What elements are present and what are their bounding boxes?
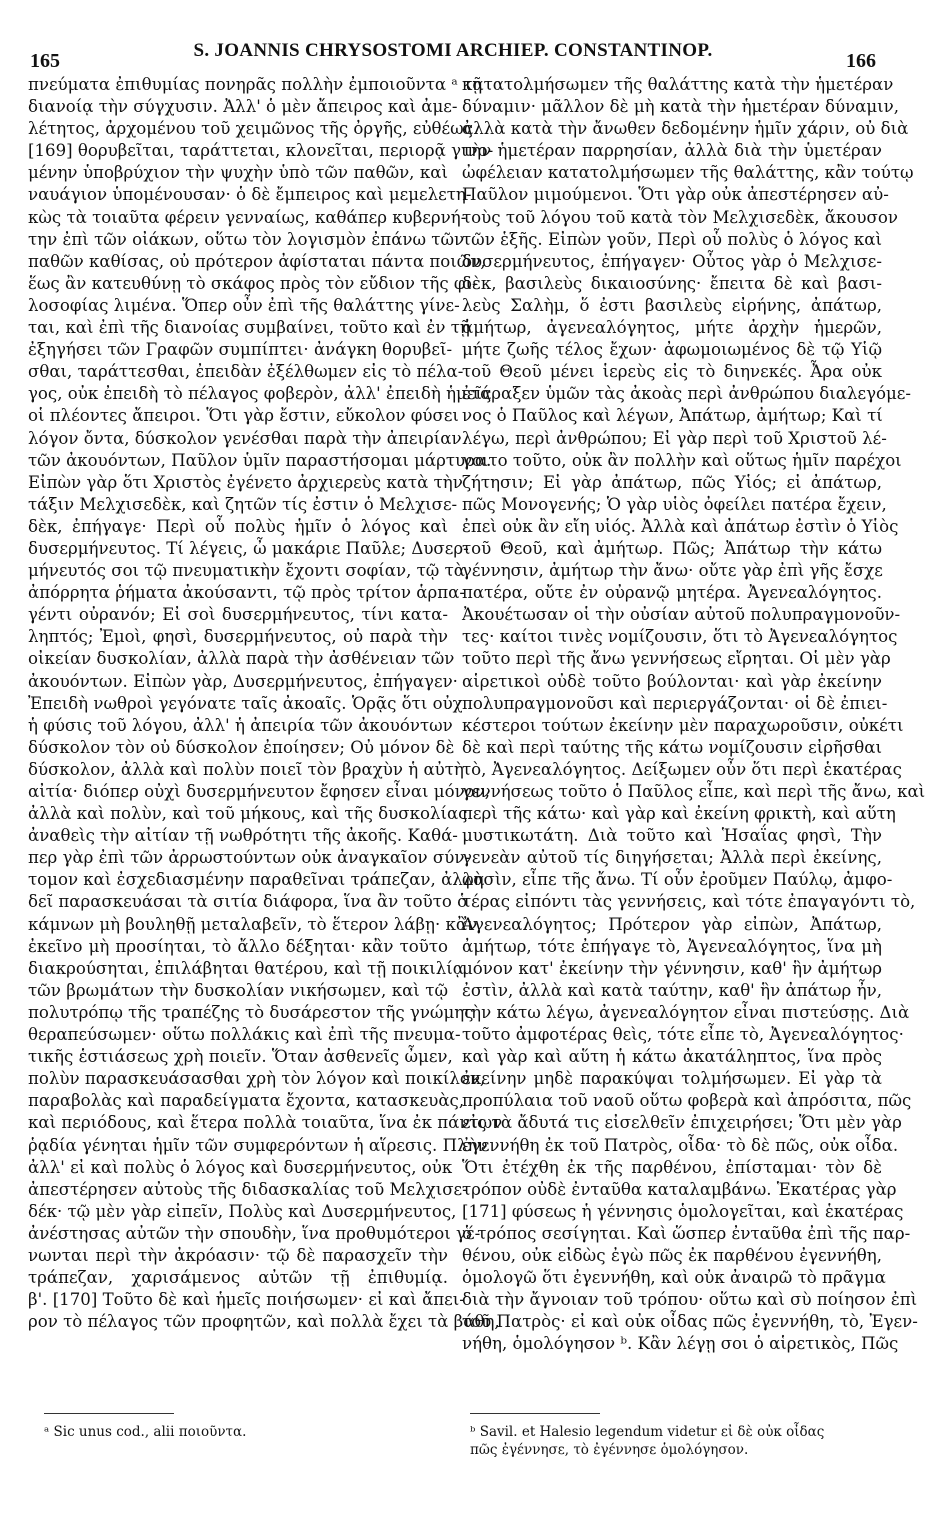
text-line: αἰτία· διόπερ οὐχὶ δυσερμήνευτον ἔφησεν εἶναι μόνον, [28, 782, 491, 801]
text-line: τῶν βρωμάτων τὴν δυσκολίαν νικήσωμεν, καὶ τῷ [28, 980, 448, 1000]
text-line: γοιτο τοῦτο, οὐκ ἂν πολλὴν καὶ οὕτως ἡμῖν παρέχοι [462, 450, 902, 470]
text-line: ῥᾳδία γένηται ἡμῖν τῶν συμφερόντων ἡ αἵρεσις. Πλὴν [28, 1135, 488, 1155]
text-line: δυσερμήνευτος. Τί λέγεις, ὦ μακάριε Παῦλε; Δυσερ- [28, 538, 469, 558]
text-line: ἀλλὰ κατὰ τὴν ἄνωθεν δεδομένην ἡμῖν χάριν, οὐ διὰ [462, 119, 909, 139]
text-line: ἐπεὶ οὐκ ἂν εἴη υἱός. Ἀλλὰ καὶ ἀπάτωρ ἐστὶν ὁ Υἱὸς [462, 516, 899, 536]
text-line: τικῆς ἑστιάσεως χρὴ ποιεῖν. Ὅταν ἀσθενεῖς ὦμεν, [28, 1047, 453, 1067]
text-line: την ἐπὶ τῶν οἰάκων, οὕτω τὸν λογισμὸν ἐπάνω τῶν [28, 229, 465, 249]
text-line: δύσκολον, ἀλλὰ καὶ πολὺν ποιεῖ τὸν βραχὺν ἡ αὐτὴ [28, 759, 464, 779]
text-line: ληπτός; Ἐμοὶ, φησὶ, δυσερμήνευτος, οὐ παρὰ τὴν [28, 627, 448, 647]
text-line: ται, καὶ ἐπὶ τῆς διανοίας συμβαίνει, τοῦτο καὶ ἐν τῇ [28, 318, 470, 338]
text-line: τομον καὶ ἐσχεδιασμένην παραθεῖναι τράπεζαν, ἀλλὰ [28, 870, 485, 890]
text-line: ἐκείνην μηδὲ παρακύψαι τολμήσωμεν. Εἰ γὰρ τὰ [462, 1069, 882, 1089]
text-line: λόγον ὄντα, δύσκολον γενέσθαι παρὰ τὴν ἀπειρίαν [28, 428, 462, 448]
text-line: τοῦτο ἀμφοτέρας θεὶς, τότε εἶπε τὸ, Ἀγενεαλόγητος· [462, 1025, 904, 1045]
text-line: κέστεροι τούτων ἐκείνην μὲν παραχωροῦσιν, οὐκέτι [462, 715, 904, 735]
text-line: αἱρετικοὶ οὐδὲ τοῦτο βούλονται· καὶ γὰρ ἐκείνην [462, 671, 882, 691]
text-line: ἀμήτωρ, ἀγενεαλόγητος, μήτε ἀρχὴν ἡμερῶν, [462, 318, 882, 338]
text-line: κατατολμήσωμεν τῆς θαλάττης κατὰ τὴν ἡμετέραν [462, 75, 894, 94]
text-line: ἡ φύσις τοῦ λόγου, ἀλλ' ἡ ἀπειρία τῶν ἀκουόντων [28, 715, 453, 735]
text-line: πνεύματα ἐπιθυμίας πονηρᾶς πολλὴν ἐμποιοῦντα ᵃ τῇ [28, 75, 483, 94]
right-column [462, 74, 925, 1355]
text-line: τοὺς τοῦ λόγου τοῦ κατὰ τὸν Μελχισεδὲκ, ἄκουσον [462, 207, 898, 227]
running-header [0, 38, 906, 74]
text-line: γέννησιν, ἀμήτωρ τὴν ἄνω· οὔτε γὰρ ἐπὶ γῆς ἔσχε [462, 561, 883, 581]
text-line: ἐστὶν, ἀλλὰ καὶ κατὰ ταύτην, καθ' ἣν ἀπάτωρ ἦν, [462, 980, 882, 1000]
text-line: οἰκείαν δυσκολίαν, ἀλλὰ παρὰ τὴν ἀσθένειαν τῶν [28, 649, 455, 669]
footnote-left [44, 1423, 444, 1441]
text-line: ἐκεῖνο μὴ προσίηται, τὸ ἄλλο δέξηται· κἂν τοῦτο [28, 936, 448, 956]
text-line: Παῦλον μιμούμενοι. Ὅτι γὰρ οὐκ ἀπεστέρησεν αὐ- [462, 185, 889, 205]
text-line: μήτε ζωῆς τέλος ἔχων· ἀφωμοιωμένος δὲ τῷ Υἱῷ [462, 340, 882, 360]
text-line: ἐξηγήσει τῶν Γραφῶν συμπίπτει· ἀνάγκη θορυβεῖ- [28, 340, 453, 360]
text-line: τὸ, Ἀγενεαλόγητος. Δείξωμεν οὖν ὅτι περὶ ἑκατέρας [462, 759, 902, 779]
text-line: φησὶν, εἶπε τῆς ἄνω. Τί οὖν ἐροῦμεν Παύλῳ, ἀμφο- [462, 870, 893, 890]
text-line: διανοίᾳ τὴν σύγχυσιν. Ἀλλ' ὁ μὲν ἄπειρος καὶ ἀμε- [28, 97, 458, 117]
text-line: δὲ καὶ περὶ ταύτης τῆς κάτω νομίζουσιν εἰρῆσθαι [462, 737, 882, 757]
text-line: ἀλλὰ καὶ πολὺν, καὶ τοῦ μήκους, καὶ τῆς δυσκολίας [28, 804, 468, 824]
text-line: [169] θορυβεῖται, ταράττεται, κλονεῖται, περιορᾷ γινο- [28, 141, 494, 161]
text-line: λεὺς Σαλὴμ, ὅ ἐστι βασιλεὺς εἰρήνης, ἀπάτωρ, [462, 295, 882, 315]
text-line: τὴν κάτω λέγω, ἀγενεαλόγητον εἶναι πιστεύσῃς. Διὰ [462, 1002, 910, 1022]
text-line: ἀναθεὶς τὴν αἰτίαν τῇ νωθρότητι τῆς ἀκοῆς. Καθά- [28, 826, 458, 846]
text-line: ἀκουόντων. Εἰπὼν γὰρ, Δυσερμήνευτος, ἐπήγαγεν· [28, 671, 458, 691]
text-line: ἀλλ' εἰ καὶ πολὺς ὁ λόγος καὶ δυσερμήνευτος, οὐκ [28, 1157, 453, 1177]
text-line: ἐγεννήθη ἐκ τοῦ Πατρὸς, οἶδα· τὸ δὲ πῶς, οὐκ οἶδα. [462, 1135, 899, 1155]
text-line: γενεὰν αὐτοῦ τίς διηγήσεται; Ἀλλὰ περὶ ἐκείνης, [462, 848, 882, 868]
text-line: ὁ τρόπος σεσίγηται. Καὶ ὥσπερ ἐνταῦθα ἐπὶ τῆς παρ- [462, 1223, 911, 1243]
text-line: τράπεζαν, χαρισάμενος αὐτῶν τῇ ἐπιθυμίᾳ. [28, 1268, 448, 1288]
text-line: πῶς ἐγέννησε, τὸ ἐγέννησε ὁμολόγησον. [470, 1442, 749, 1458]
text-line: δύσκολον τὸν οὐ δύσκολον ἐποίησεν; Οὐ μόνον δὲ [28, 737, 455, 757]
text-line: ἕως ἂν κατευθύνῃ τὸ σκάφος πρὸς τὸν εὔδιον τῆς φι- [28, 273, 478, 293]
text-line: περ γὰρ ἐπὶ τῶν ἀρρωστούντων οὐκ ἀναγκαῖον σύν- [28, 848, 471, 868]
text-line: ἀπόρρητα ῥήματα ἀκούσαντι, τῷ πρὸς τρίτον ἁρπα- [28, 583, 465, 603]
text-line: γος, οὐκ ἐπειδὴ τὸ πέλαγος φοβερὸν, ἀλλ' ἐπειδὴ ἡμεῖς [28, 384, 492, 404]
text-line: Ἀγενεαλόγητος; Πρότερον γὰρ εἰπὼν, Ἀπάτωρ, [462, 914, 882, 934]
text-line: τοῦ Θεοῦ μένει ἱερεὺς εἰς τὸ διηνεκές. Ἆρα οὐκ [462, 362, 882, 382]
text-line: Εἰπὼν γὰρ ὅτι Χριστὸς ἐγένετο ἀρχιερεὺς κατὰ τὴν [28, 472, 463, 492]
text-line: δὲκ, ἐπήγαγε· Περὶ οὗ πολὺς ἡμῖν ὁ λόγος καὶ [28, 516, 448, 536]
text-line: μήνευτός σοι τῷ πνευματικὴν ἔχοντι σοφίαν, τῷ τὰ [28, 561, 466, 581]
text-line: τῶν ἑξῆς. Εἰπὼν γοῦν, Περὶ οὗ πολὺς ὁ λόγος καὶ [462, 229, 882, 249]
text-line: δύναμιν· μᾶλλον δὲ μὴ κατὰ τὴν ἡμετέραν δύναμιν, [462, 97, 900, 117]
text-line: πῶς Μονογενής; Ὁ γὰρ υἱὸς ὀφείλει πατέρα ἔχειν, [462, 494, 887, 514]
text-line: Ἀκουέτωσαν οἱ τὴν οὐσίαν αὐτοῦ πολυπραγμονοῦν- [462, 605, 901, 625]
text-line: ἀνέστησας αὐτῶν τὴν σπουδὴν, ἵνα προθυμότεροι γέ- [28, 1223, 481, 1243]
footnote-rule-left [44, 1413, 174, 1414]
text-line: παθῶν καθίσας, οὐ πρότερον ἀφίσταται πάντα ποιῶν, [28, 251, 486, 271]
text-line: μένην ὑποβρύχιον τὴν ψυχὴν ὑπὸ τῶν παθῶν, καὶ [28, 163, 448, 183]
text-line: τέρας εἰπόντι τὰς γεννήσεις, καὶ τότε ἐπαγαγόντι τὸ, [462, 892, 916, 912]
running-title: S. JOANNIS CHRYSOSTOMI ARCHIEP. CONSTANTINOP. [193, 40, 713, 61]
text-line: λέτητος, ἀρχομένου τοῦ χειμῶνος τῆς ὀργῆς, εὐθέως [28, 119, 473, 139]
text-line: πολυπραγμονοῦσι καὶ περιεργάζονται· οἱ δὲ ἐπιει- [462, 693, 888, 713]
text-line: τοῦ Θεοῦ, καὶ ἀμήτωρ. Πῶς; Ἀπάτωρ τὴν κάτω [462, 538, 882, 558]
text-line: δυσερμήνευτος, ἐπήγαγεν· Οὗτος γὰρ ὁ Μελχισε- [462, 251, 882, 271]
text-line: τοῦ Πατρὸς· εἰ καὶ οὐκ οἶδας πῶς ἐγεννήθη, τὸ, Ἐγεν- [462, 1312, 918, 1332]
text-line: εἰς τὰ ἄδυτά τις εἰσελθεῖν ἐπιχειρήσει; Ὅτι μὲν γὰρ [462, 1113, 902, 1133]
text-line: [171] φύσεως ἡ γέννησις ὁμολογεῖται, καὶ ἑκατέρας [462, 1201, 904, 1221]
text-line: ᵇ Savil. et Halesio legendum videtur εἰ δὲ οὐκ οἶδας [470, 1424, 825, 1440]
text-line: δεῖ παρασκευάσαι τὰ σιτία διάφορα, ἵνα ἂν τοῦτο ὁ [28, 892, 468, 912]
text-line: μυστικωτάτη. Διὰ τοῦτο καὶ Ἡσαΐας φησὶ, Τὴν [462, 826, 882, 846]
text-line: γεννήσεως τοῦτο ὁ Παῦλος εἶπε, καὶ περὶ τῆς ἄνω, καὶ [462, 782, 925, 801]
text-line: προπύλαια τοῦ ναοῦ οὕτω φοβερὰ καὶ ἀπρόσιτα, πῶς [462, 1091, 912, 1111]
text-line: Ὅτι ἐτέχθη ἐκ τῆς παρθένου, ἐπίσταμαι· τὸν δὲ [462, 1157, 882, 1177]
text-line: κάμνων μὴ βουληθῇ μεταλαβεῖν, τὸ ἕτερον λάβῃ· κἂν [28, 914, 478, 934]
text-line: κὼς τὰ τοιαῦτα φέρειν γενναίως, καθάπερ κυβερνή- [28, 207, 467, 227]
text-line: ᵃ Sic unus cod., alii ποιοῦντα. [44, 1424, 247, 1440]
text-line: λοσοφίας λιμένα. Ὅπερ οὖν ἐπὶ τῆς θαλάττης γίνε- [28, 295, 460, 315]
text-line: ναυάγιον ὑπομένουσαν· ὁ δὲ ἔμπειρος καὶ μεμελετη- [28, 185, 472, 205]
text-line: δὲκ, βασιλεὺς δικαιοσύνης· ἔπειτα δὲ καὶ βασι- [462, 273, 882, 293]
left-column [28, 74, 503, 1333]
text-line: γέντι οὐρανόν; Εἰ σοὶ δυσερμήνευτος, τίνι κατα- [28, 605, 448, 625]
text-line: νος ὁ Παῦλος καὶ λέγων, Ἀπάτωρ, ἀμήτωρ; Καὶ τί [462, 406, 883, 426]
text-line: ἐτάραξεν ὑμῶν τὰς ἀκοὰς περὶ ἀνθρώπου διαλεγόμε- [462, 384, 911, 404]
text-line: πολὺν παρασκευάσασθαι χρὴ τὸν λόγον καὶ ποικίλον, [28, 1069, 486, 1089]
text-line: ὠφέλειαν κατατολμήσωμεν τῆς θαλάττης, κἂν τούτῳ [462, 163, 914, 183]
text-line: ρον τὸ πέλαγος τῶν προφητῶν, καὶ πολλὰ ἔχει τὰ βάθη, [28, 1312, 500, 1332]
text-line: διὰ τὴν ἄγνοιαν τοῦ τρόπου· οὕτω καὶ σὺ ποίησον ἐπὶ [462, 1290, 918, 1310]
text-line: δέκ· τῷ μὲν γὰρ εἰπεῖν, Πολὺς καὶ Δυσερμήνευτος, [28, 1201, 457, 1221]
text-line: τοῦτο περὶ τῆς ἄνω γεννήσεως εἴρηται. Οἱ μὲν γὰρ [462, 649, 891, 669]
text-line: παραβολὰς καὶ παραδείγματα ἔχοντα, κατασκευὰς, [28, 1091, 465, 1111]
text-line: τὴν ἡμετέραν παρρησίαν, ἀλλὰ διὰ τὴν ὑμετέραν [462, 141, 882, 161]
text-line: μόνον κατ' ἐκείνην τὴν γέννησιν, καθ' ἣν ἀμήτωρ [462, 958, 882, 978]
text-line: ἀπεστέρησεν αὐτοὺς τῆς διδασκαλίας τοῦ Μελχισε- [28, 1179, 468, 1199]
text-line: λέγω, περὶ ἀνθρώπου; Εἰ γὰρ περὶ τοῦ Χριστοῦ λέ- [462, 428, 887, 448]
text-line: καὶ γὰρ καὶ αὕτη ἡ κάτω ἀκατάληπτος, ἵνα πρὸς [462, 1047, 882, 1067]
text-line: νωνται περὶ τὴν ἀκρόασιν· τῷ δὲ παρασχεῖν τὴν [28, 1245, 448, 1265]
text-line: ζήτησιν; Εἰ γὰρ ἀπάτωρ, πῶς Υἱός; εἰ ἀπάτωρ, [462, 472, 882, 492]
text-line: διακρούσηται, ἐπιλάβηται θατέρου, καὶ τῇ ποικιλίᾳ [28, 958, 464, 978]
text-line: πολυτρόπῳ τῆς τραπέζης τὸ δυσάρεστον τῆς γνώμης [28, 1002, 474, 1022]
text-line: τρόπον οὐδὲ ἐνταῦθα καταλαμβάνω. Ἑκατέρας γὰρ [462, 1179, 897, 1199]
text-line: νήθη, ὁμολόγησον ᵇ. Κἂν λέγῃ σοι ὁ αἱρετικὸς, Πῶς [462, 1334, 899, 1354]
page-number-left: 165 [30, 50, 60, 72]
page-number-right: 166 [846, 50, 876, 72]
text-line: θεραπεύσωμεν· οὕτω πολλάκις καὶ ἐπὶ τῆς πνευμα- [28, 1025, 461, 1045]
text-line: β'. [170] Τοῦτο δὲ καὶ ἡμεῖς ποιήσωμεν· εἰ καὶ ἄπει- [28, 1290, 465, 1310]
text-line: σθαι, ταράττεσθαι, ἐπειδὰν ἐξέλθωμεν εἰς τὸ πέλα- [28, 362, 464, 382]
text-line: τάξιν Μελχισεδὲκ, καὶ ζητῶν τίς ἐστιν ὁ Μελχισε- [28, 494, 458, 514]
text-line: τῶν ἀκουόντων, Παῦλον ὑμῖν παραστήσομαι μάρτυρα. [28, 450, 492, 470]
text-line: ὁμολογῶ ὅτι ἐγεννήθη, καὶ οὐκ ἀναιρῶ τὸ πρᾶγμα [462, 1268, 886, 1288]
text-line: τες· καίτοι τινὲς νομίζουσιν, ὅτι τὸ Ἀγενεαλόγητος [462, 627, 898, 647]
text-line: περὶ τῆς κάτω· καὶ γὰρ καὶ ἐκείνη φρικτὴ, καὶ αὕτη [462, 804, 896, 824]
text-line: θένου, οὐκ εἰδὼς ἐγὼ πῶς ἐκ παρθένου ἐγεννήθη, [462, 1245, 882, 1265]
text-line: πατέρα, οὔτε ἐν οὐρανῷ μητέρα. Ἀγενεαλόγητος. [462, 583, 882, 603]
footnote-rule-right [470, 1413, 600, 1414]
text-line: ἀμήτωρ, τότε ἐπήγαγε τὸ, Ἀγενεαλόγητος, ἵνα μὴ [462, 936, 882, 956]
text-line: οἱ πλέοντες ἄπειροι. Ὅτι γὰρ ἔστιν, εὔκολον φύσει [28, 406, 459, 426]
text-line: καὶ περιόδους, καὶ ἕτερα πολλὰ τοιαῦτα, ἵνα ἐκ πάντων [28, 1113, 503, 1133]
footnote-right [470, 1423, 880, 1459]
text-line: Ἐπειδὴ νωθροὶ γεγόνατε ταῖς ἀκοαῖς. Ὁρᾷς ὅτι οὐχ [28, 693, 463, 713]
